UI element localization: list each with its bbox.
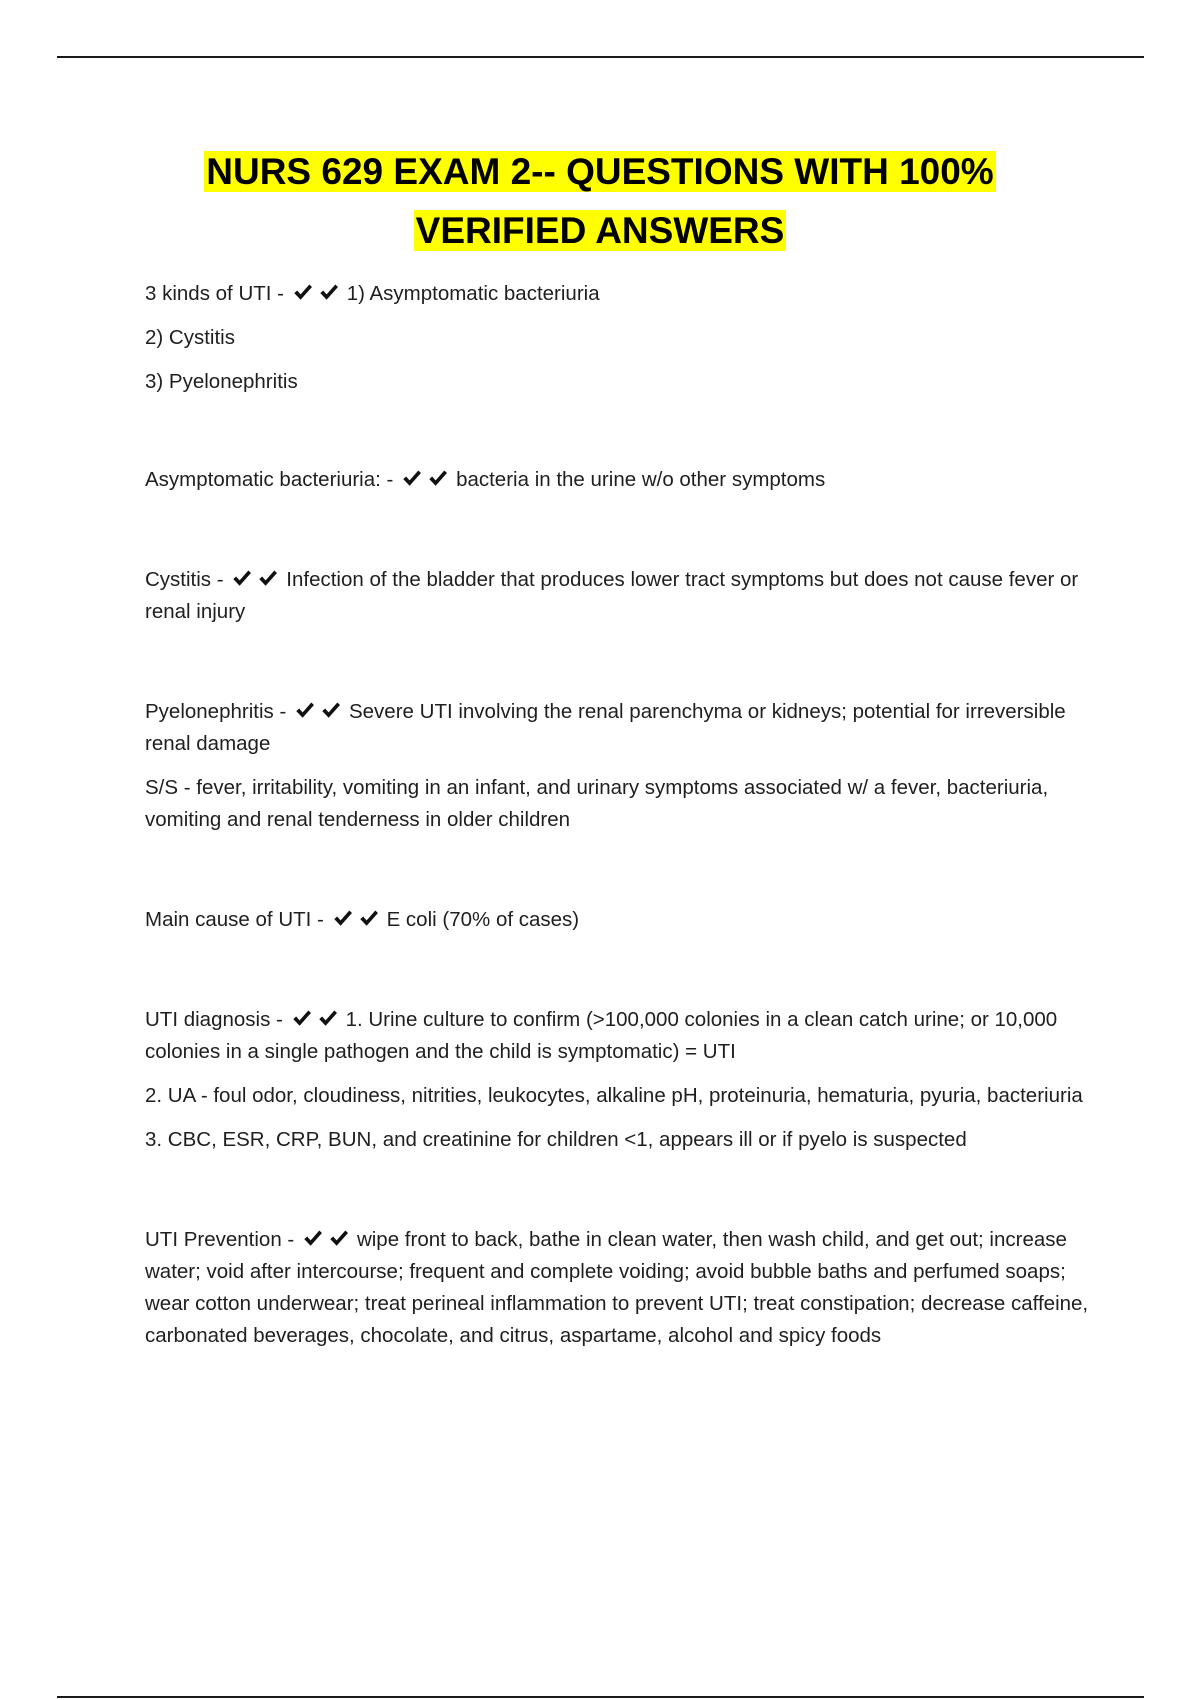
list-item: 2) Cystitis — [145, 326, 235, 349]
list-item: 3) Pyelonephritis — [145, 370, 298, 393]
check-pair — [401, 464, 453, 496]
entry-term: Main cause of UTI - — [145, 908, 330, 931]
check-pair — [231, 564, 283, 596]
qa-entry — [145, 904, 1105, 936]
qa-content — [145, 278, 1105, 1352]
check-mark-icon — [320, 699, 342, 721]
check-pair — [302, 1224, 354, 1256]
check-mark-icon — [332, 907, 354, 929]
entry-answer: 1) Asymptomatic bacteriuria — [346, 282, 600, 305]
check-mark-icon — [231, 567, 253, 589]
check-mark-icon — [317, 1007, 339, 1029]
check-pair — [291, 1004, 343, 1036]
entry-term: Pyelonephritis - — [145, 700, 292, 723]
list-item: 2. UA - foul odor, cloudiness, nitrities, leukocytes, alkaline pH, proteinuria, hematuria, pyuria, bacteriuria — [145, 1084, 1083, 1107]
qa-entry — [145, 1004, 1105, 1068]
entry-term: UTI diagnosis - — [145, 1008, 289, 1031]
entry-term: UTI Prevention - — [145, 1228, 300, 1251]
entry-answer: bacteria in the urine w/o other symptoms — [456, 468, 826, 491]
title-line-1: NURS 629 EXAM 2-- QUESTIONS WITH 100% — [206, 151, 994, 192]
list-item: S/S - fever, irritability, vomiting in an infant, and urinary symptoms associated w/ a fever, bacteriuria, vomiting and renal tenderness in older children — [145, 776, 1049, 831]
entry-term: Cystitis - — [145, 568, 230, 591]
qa-entry — [145, 696, 1105, 760]
check-mark-icon — [318, 281, 340, 303]
check-pair — [292, 278, 344, 310]
entry-answer: Infection of the bladder that produces lower tract symptoms but does not cause fever or renal injury — [145, 568, 1079, 623]
bottom-divider — [57, 1696, 1144, 1698]
check-mark-icon — [292, 281, 314, 303]
document-title — [100, 142, 1100, 260]
check-mark-icon — [427, 467, 449, 489]
check-mark-icon — [302, 1227, 324, 1249]
qa-entry — [145, 278, 1105, 310]
check-mark-icon — [294, 699, 316, 721]
entry-answer: Severe UTI involving the renal parenchyma or kidneys; potential for irreversible renal damage — [145, 700, 1066, 755]
qa-entry — [145, 564, 1105, 628]
check-mark-icon — [328, 1227, 350, 1249]
qa-entry — [145, 464, 1105, 496]
title-line-2: VERIFIED ANSWERS — [415, 210, 785, 251]
entry-answer: E coli (70% of cases) — [386, 908, 580, 931]
check-mark-icon — [291, 1007, 313, 1029]
list-item: 3. CBC, ESR, CRP, BUN, and creatinine for children <1, appears ill or if pyelo is suspected — [145, 1128, 967, 1151]
qa-entry — [145, 1224, 1105, 1352]
check-mark-icon — [257, 567, 279, 589]
check-pair — [332, 904, 384, 936]
entry-answer: wipe front to back, bathe in clean water, then wash child, and get out; increase water; void after intercourse; frequent and complete voiding; avoid bubble baths and perfumed soaps; wear cotton underwear; treat perineal inflammation to prevent UTI; treat constipation; decrease caffeine, carbonated beverages, chocolate, and citrus, aspartame, alcohol and spicy foods — [145, 1228, 1089, 1347]
entry-answer: 1. Urine culture to confirm (>100,000 colonies in a clean catch urine; or 10,000 colonies in a single pathogen and the child is symptomatic) = UTI — [145, 1008, 1058, 1063]
check-mark-icon — [401, 467, 423, 489]
top-divider — [57, 56, 1144, 58]
check-mark-icon — [358, 907, 380, 929]
entry-term: Asymptomatic bacteriuria: - — [145, 468, 400, 491]
entry-term: 3 kinds of UTI - — [145, 282, 290, 305]
check-pair — [294, 696, 346, 728]
